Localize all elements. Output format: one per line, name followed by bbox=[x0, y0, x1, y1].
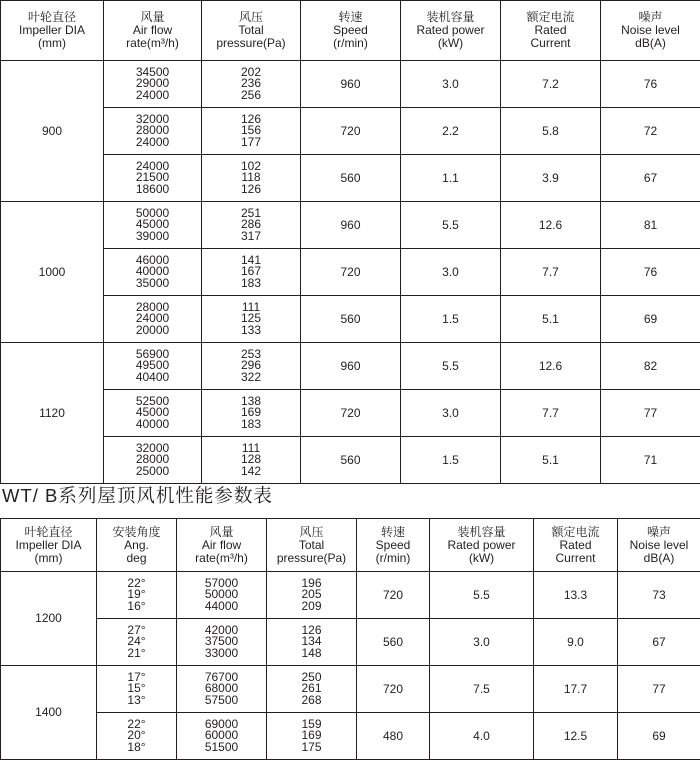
pressure-cell-line: 142 bbox=[240, 463, 262, 478]
speed-cell: 720 bbox=[357, 572, 430, 619]
air-flow-cell-line: 68000 bbox=[204, 681, 239, 696]
pressure-cell bbox=[202, 437, 301, 484]
noise-cell: 76 bbox=[601, 249, 700, 296]
header-rated-current: 额定电流 Rated Current bbox=[534, 519, 618, 572]
table-2-body bbox=[1, 572, 700, 760]
pressure-cell bbox=[202, 202, 301, 249]
speed-cell: 720 bbox=[301, 108, 401, 155]
header-total-pressure: 风压 Total pressure(Pa) bbox=[267, 519, 357, 572]
header-impeller-dia: 叶轮直径 Impeller DIA (mm) bbox=[1, 519, 97, 572]
air-flow-cell-line: 57000 bbox=[204, 575, 239, 590]
air-flow-cell-line: 60000 bbox=[204, 728, 239, 743]
angle-cell bbox=[97, 572, 177, 619]
pressure-cell-line: 175 bbox=[301, 739, 322, 754]
angle-cell-line: 13° bbox=[127, 692, 146, 707]
header-total-pressure: 风压 Total pressure(Pa) bbox=[202, 1, 301, 61]
air-flow-cell-line: 50000 bbox=[135, 205, 170, 220]
pressure-cell-line: 102 bbox=[240, 158, 262, 173]
speed-cell: 720 bbox=[301, 249, 401, 296]
table-row bbox=[1, 296, 700, 343]
noise-cell: 67 bbox=[618, 619, 700, 666]
pressure-cell bbox=[202, 296, 301, 343]
air-flow-cell-line: 69000 bbox=[204, 716, 239, 731]
pressure-cell bbox=[267, 713, 357, 760]
air-flow-cell-line: 51500 bbox=[204, 739, 239, 754]
speed-cell: 720 bbox=[301, 390, 401, 437]
noise-cell: 82 bbox=[601, 343, 700, 390]
pressure-cell bbox=[202, 390, 301, 437]
pressure-cell-line: 268 bbox=[301, 692, 322, 707]
pressure-cell-line: 141 bbox=[240, 252, 262, 267]
angle-cell-line: 24° bbox=[127, 634, 146, 649]
pressure-cell-line: 148 bbox=[301, 645, 322, 660]
pressure-cell-line: 250 bbox=[301, 669, 322, 684]
speed-cell: 560 bbox=[301, 437, 401, 484]
pressure-cell-line: 183 bbox=[240, 275, 262, 290]
current-cell: 12.5 bbox=[534, 713, 618, 760]
current-cell: 5.8 bbox=[501, 108, 601, 155]
air-flow-cell-line: 20000 bbox=[135, 322, 170, 337]
pressure-cell bbox=[202, 249, 301, 296]
header-speed: 转速 Speed (r/min) bbox=[301, 1, 401, 61]
air-flow-cell bbox=[177, 713, 267, 760]
impeller-dia-cell: 1400 bbox=[1, 666, 97, 760]
pressure-cell-line: 134 bbox=[301, 634, 322, 649]
noise-cell: 77 bbox=[618, 666, 700, 713]
speed-cell: 960 bbox=[301, 61, 401, 108]
air-flow-cell-line: 24000 bbox=[135, 158, 170, 173]
power-cell: 1.5 bbox=[401, 296, 501, 343]
impeller-dia-cell: 1120 bbox=[1, 343, 104, 484]
air-flow-cell-line: 18600 bbox=[135, 181, 170, 196]
table-row bbox=[1, 202, 700, 249]
angle-cell bbox=[97, 619, 177, 666]
noise-cell: 72 bbox=[601, 108, 700, 155]
air-flow-cell-line: 34500 bbox=[135, 64, 170, 79]
pressure-cell-line: 202 bbox=[240, 64, 262, 79]
air-flow-cell-line: 33000 bbox=[204, 645, 239, 660]
air-flow-cell-line: 28000 bbox=[135, 299, 170, 314]
pressure-cell-line: 261 bbox=[301, 681, 322, 696]
power-cell: 2.2 bbox=[401, 108, 501, 155]
speed-cell: 960 bbox=[301, 202, 401, 249]
header-rated-power: 装机容量 Rated power (kW) bbox=[401, 1, 501, 61]
pressure-cell-line: 251 bbox=[240, 205, 262, 220]
header-rated-power: 装机容量 Rated power (kW) bbox=[430, 519, 534, 572]
pressure-cell-line: 177 bbox=[240, 134, 262, 149]
angle-cell-line: 16° bbox=[127, 598, 146, 613]
angle-cell-line: 27° bbox=[127, 622, 146, 637]
pressure-cell-line: 256 bbox=[240, 87, 262, 102]
pressure-cell-line: 126 bbox=[240, 181, 262, 196]
pressure-cell-line: 111 bbox=[241, 299, 261, 314]
angle-cell-line: 17° bbox=[127, 669, 146, 684]
air-flow-cell-line: 46000 bbox=[135, 252, 170, 267]
current-cell: 13.3 bbox=[534, 572, 618, 619]
power-cell: 1.5 bbox=[401, 437, 501, 484]
table-row bbox=[1, 666, 700, 713]
air-flow-cell-line: 40000 bbox=[135, 416, 170, 431]
current-cell: 7.2 bbox=[501, 61, 601, 108]
air-flow-cell-line: 21500 bbox=[135, 170, 170, 185]
noise-cell: 67 bbox=[601, 155, 700, 202]
speed-cell: 480 bbox=[357, 713, 430, 760]
power-cell: 5.5 bbox=[430, 572, 534, 619]
air-flow-cell-line: 32000 bbox=[135, 111, 170, 126]
air-flow-cell bbox=[104, 249, 202, 296]
air-flow-cell-line: 32000 bbox=[135, 440, 170, 455]
pressure-cell-line: 253 bbox=[240, 346, 262, 361]
table-2-title: WT/ B系列屋顶风机性能参数表 bbox=[2, 485, 273, 506]
angle-cell-line: 18° bbox=[127, 739, 146, 754]
noise-cell: 73 bbox=[618, 572, 700, 619]
current-cell: 17.7 bbox=[534, 666, 618, 713]
pressure-cell-line: 317 bbox=[240, 228, 262, 243]
air-flow-cell-line: 28000 bbox=[135, 452, 170, 467]
header-noise-level: 噪声 Noise level dB(A) bbox=[618, 519, 700, 572]
table-row bbox=[1, 61, 700, 108]
air-flow-cell-line: 24000 bbox=[135, 311, 170, 326]
table-row bbox=[1, 155, 700, 202]
air-flow-cell bbox=[104, 202, 202, 249]
power-cell: 1.1 bbox=[401, 155, 501, 202]
table-row bbox=[1, 343, 700, 390]
air-flow-cell-line: 29000 bbox=[135, 76, 170, 91]
air-flow-cell bbox=[177, 619, 267, 666]
current-cell: 12.6 bbox=[501, 343, 601, 390]
speed-cell: 720 bbox=[357, 666, 430, 713]
noise-cell: 69 bbox=[618, 713, 700, 760]
air-flow-cell-line: 40000 bbox=[135, 264, 170, 279]
header-speed: 转速 Speed (r/min) bbox=[357, 519, 430, 572]
air-flow-cell bbox=[104, 390, 202, 437]
noise-cell: 77 bbox=[601, 390, 700, 437]
impeller-dia-cell: 1000 bbox=[1, 202, 104, 343]
current-cell: 5.1 bbox=[501, 296, 601, 343]
air-flow-cell-line: 49500 bbox=[135, 358, 170, 373]
pressure-cell bbox=[202, 108, 301, 155]
pressure-cell-line: 183 bbox=[240, 416, 262, 431]
noise-cell: 81 bbox=[601, 202, 700, 249]
performance-table-2 bbox=[0, 518, 700, 760]
air-flow-cell bbox=[104, 437, 202, 484]
angle-cell-line: 21° bbox=[127, 645, 146, 660]
air-flow-cell-line: 76700 bbox=[204, 669, 239, 684]
angle-cell-line: 20° bbox=[127, 728, 146, 743]
current-cell: 9.0 bbox=[534, 619, 618, 666]
pressure-cell-line: 322 bbox=[240, 369, 262, 384]
pressure-cell-line: 128 bbox=[240, 452, 262, 467]
air-flow-cell bbox=[104, 343, 202, 390]
header-rated-current: 额定电流 Rated Current bbox=[501, 1, 601, 61]
speed-cell: 960 bbox=[301, 343, 401, 390]
air-flow-cell-line: 56900 bbox=[135, 346, 170, 361]
noise-cell: 69 bbox=[601, 296, 700, 343]
air-flow-cell-line: 40400 bbox=[135, 369, 170, 384]
speed-cell: 560 bbox=[357, 619, 430, 666]
pressure-cell-line: 236 bbox=[240, 76, 262, 91]
table-row bbox=[1, 437, 700, 484]
header-install-angle: 安装角度 Ang. deg bbox=[97, 519, 177, 572]
air-flow-cell bbox=[104, 155, 202, 202]
table-row bbox=[1, 713, 700, 760]
pressure-cell bbox=[202, 343, 301, 390]
power-cell: 7.5 bbox=[430, 666, 534, 713]
noise-cell: 76 bbox=[601, 61, 700, 108]
impeller-dia-cell: 1200 bbox=[1, 572, 97, 666]
pressure-cell-line: 286 bbox=[240, 217, 262, 232]
current-cell: 12.6 bbox=[501, 202, 601, 249]
table-row bbox=[1, 572, 700, 619]
table-row bbox=[1, 108, 700, 155]
pressure-cell-line: 209 bbox=[301, 598, 322, 613]
angle-cell bbox=[97, 713, 177, 760]
air-flow-cell bbox=[104, 296, 202, 343]
pressure-cell-line: 169 bbox=[301, 728, 322, 743]
pressure-cell bbox=[267, 619, 357, 666]
air-flow-cell-line: 45000 bbox=[135, 405, 170, 420]
air-flow-cell-line: 25000 bbox=[135, 463, 170, 478]
air-flow-cell-line: 45000 bbox=[135, 217, 170, 232]
air-flow-cell-line: 24000 bbox=[135, 87, 170, 102]
pressure-cell-line: 118 bbox=[241, 170, 261, 185]
pressure-cell-line: 133 bbox=[240, 322, 262, 337]
pressure-cell-line: 167 bbox=[240, 264, 262, 279]
air-flow-cell-line: 50000 bbox=[204, 587, 239, 602]
header-impeller-dia: 叶轮直径 Impeller DIA (mm) bbox=[1, 1, 104, 61]
pressure-cell-line: 196 bbox=[301, 575, 322, 590]
table-1-body bbox=[1, 61, 700, 484]
air-flow-cell-line: 44000 bbox=[204, 598, 239, 613]
angle-cell-line: 15° bbox=[127, 681, 146, 696]
pressure-cell-line: 125 bbox=[240, 311, 262, 326]
power-cell: 5.5 bbox=[401, 202, 501, 249]
pressure-cell bbox=[202, 155, 301, 202]
pressure-cell-line: 296 bbox=[240, 358, 262, 373]
air-flow-cell-line: 52500 bbox=[135, 393, 170, 408]
header-noise-level: 噪声 Noise level dB(A) bbox=[601, 1, 700, 61]
pressure-cell-line: 159 bbox=[301, 716, 322, 731]
pressure-cell-line: 126 bbox=[301, 622, 322, 637]
pressure-cell-line: 126 bbox=[240, 111, 262, 126]
air-flow-cell-line: 57500 bbox=[204, 692, 239, 707]
speed-cell: 560 bbox=[301, 155, 401, 202]
pressure-cell-line: 205 bbox=[301, 587, 322, 602]
air-flow-cell-line: 28000 bbox=[135, 123, 170, 138]
speed-cell: 560 bbox=[301, 296, 401, 343]
table-row bbox=[1, 390, 700, 437]
angle-cell-line: 19° bbox=[127, 587, 146, 602]
power-cell: 3.0 bbox=[401, 390, 501, 437]
air-flow-cell bbox=[177, 572, 267, 619]
table-row bbox=[1, 249, 700, 296]
current-cell: 7.7 bbox=[501, 390, 601, 437]
pressure-cell-line: 169 bbox=[240, 405, 262, 420]
air-flow-cell bbox=[104, 108, 202, 155]
power-cell: 5.5 bbox=[401, 343, 501, 390]
current-cell: 5.1 bbox=[501, 437, 601, 484]
pressure-cell-line: 138 bbox=[240, 393, 262, 408]
pressure-cell bbox=[267, 572, 357, 619]
angle-cell bbox=[97, 666, 177, 713]
air-flow-cell bbox=[177, 666, 267, 713]
air-flow-cell-line: 42000 bbox=[204, 622, 239, 637]
pressure-cell bbox=[202, 61, 301, 108]
header-air-flow: 风量 Air flow rate(m³/h) bbox=[177, 519, 267, 572]
power-cell: 3.0 bbox=[401, 249, 501, 296]
air-flow-cell-line: 24000 bbox=[135, 134, 170, 149]
impeller-dia-cell: 900 bbox=[1, 61, 104, 202]
air-flow-cell bbox=[104, 61, 202, 108]
angle-cell-line: 22° bbox=[127, 716, 146, 731]
pressure-cell-line: 156 bbox=[240, 123, 262, 138]
current-cell: 3.9 bbox=[501, 155, 601, 202]
pressure-cell bbox=[267, 666, 357, 713]
air-flow-cell-line: 35000 bbox=[135, 275, 170, 290]
noise-cell: 71 bbox=[601, 437, 700, 484]
header-air-flow: 风量 Air flow rate(m³/h) bbox=[104, 1, 202, 61]
air-flow-cell-line: 37500 bbox=[204, 634, 239, 649]
air-flow-cell-line: 39000 bbox=[135, 228, 170, 243]
pressure-cell-line: 111 bbox=[241, 440, 261, 455]
table-row bbox=[1, 619, 700, 666]
power-cell: 3.0 bbox=[401, 61, 501, 108]
power-cell: 3.0 bbox=[430, 619, 534, 666]
current-cell: 7.7 bbox=[501, 249, 601, 296]
angle-cell-line: 22° bbox=[127, 575, 146, 590]
power-cell: 4.0 bbox=[430, 713, 534, 760]
